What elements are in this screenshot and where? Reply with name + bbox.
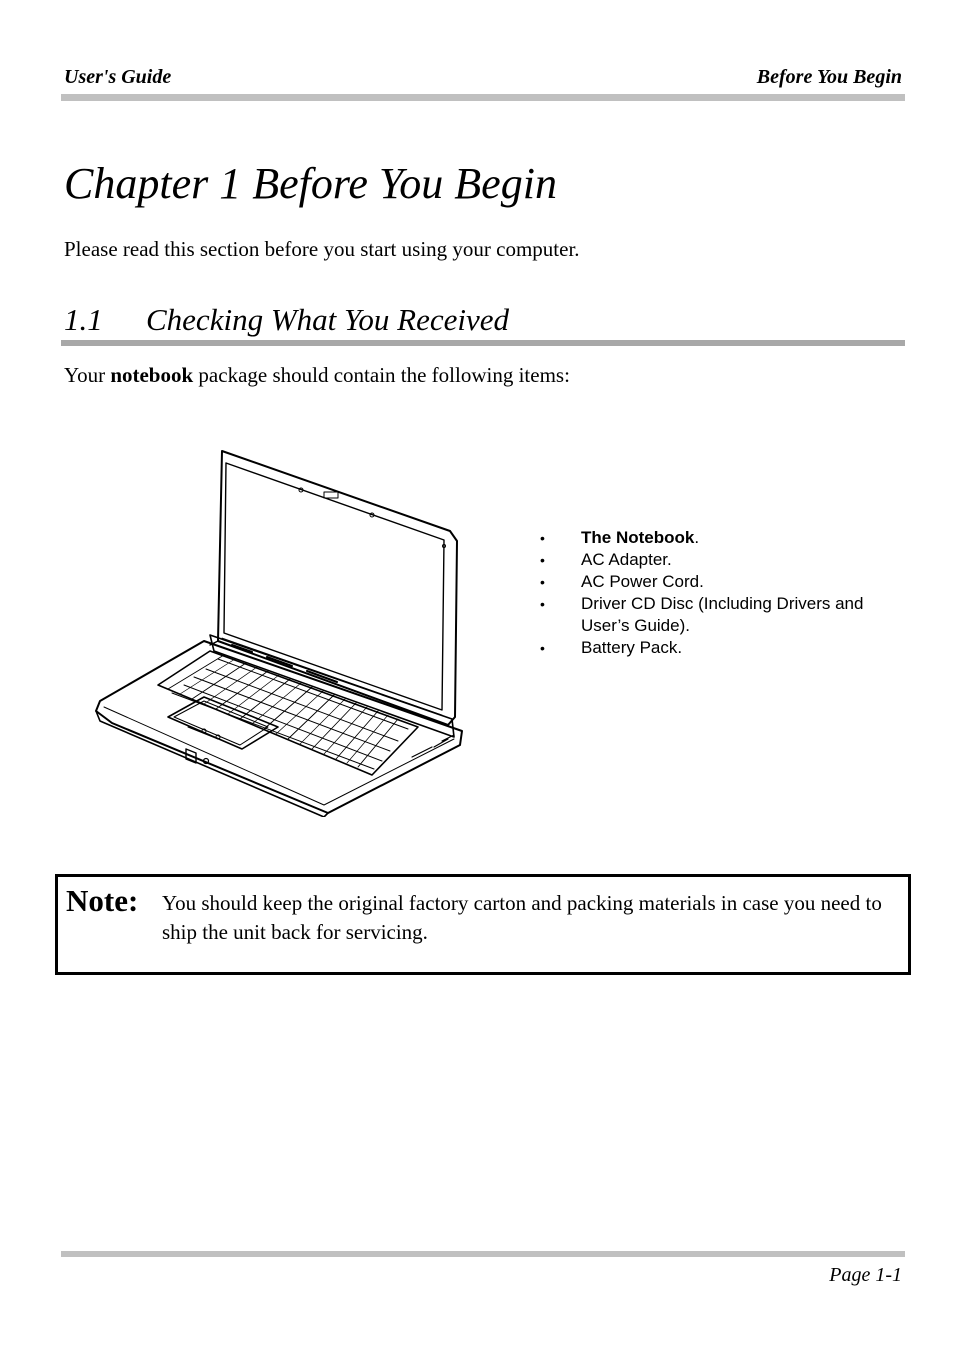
- list-item-text: .: [694, 528, 700, 547]
- bullet-icon: •: [540, 574, 545, 590]
- list-item: [540, 527, 900, 549]
- note-text: You should keep the original factory carton and packing materials in case you need to ship the unit back for servicing.: [162, 891, 882, 944]
- section-heading: [64, 300, 509, 340]
- footer-rule: [61, 1251, 905, 1257]
- running-header-left: User's Guide: [64, 66, 172, 88]
- list-item-bold: The Notebook: [581, 528, 695, 547]
- list-item: [540, 593, 900, 637]
- bullet-icon: •: [540, 596, 545, 612]
- bullet-icon: •: [540, 530, 545, 546]
- header-rule: [61, 94, 905, 101]
- list-item-text: AC Power Cord.: [581, 572, 704, 591]
- bullet-icon: •: [540, 552, 545, 568]
- chapter-title: Chapter 1 Before You Begin: [64, 159, 557, 208]
- package-contents-text: [64, 362, 570, 388]
- list-item: [540, 637, 900, 659]
- page-number: Page 1-1: [829, 1264, 902, 1286]
- list-item-text: Battery Pack.: [581, 638, 683, 657]
- list-item: [540, 571, 900, 593]
- note-label: Note:: [66, 883, 139, 918]
- list-item-text: Driver CD Disc (Including Drivers and User’s Guide).: [581, 594, 864, 635]
- bullet-icon: •: [540, 640, 545, 656]
- running-header-right: Before You Begin: [756, 66, 902, 88]
- contents-text-bold: notebook: [110, 363, 194, 387]
- section-rule: [61, 340, 905, 346]
- note-box: [55, 874, 911, 975]
- section-title: Checking What You Received: [146, 302, 509, 337]
- contents-text-end: package should contain the following items:: [193, 363, 570, 387]
- list-item-text: AC Adapter.: [581, 550, 672, 569]
- package-item-list: [540, 527, 900, 659]
- notebook-illustration-icon: [92, 445, 466, 817]
- contents-text-start: Your: [64, 363, 111, 387]
- chapter-intro: Please read this section before you start using your computer.: [64, 237, 580, 261]
- list-item: [540, 549, 900, 571]
- section-number: 1.1: [64, 302, 103, 337]
